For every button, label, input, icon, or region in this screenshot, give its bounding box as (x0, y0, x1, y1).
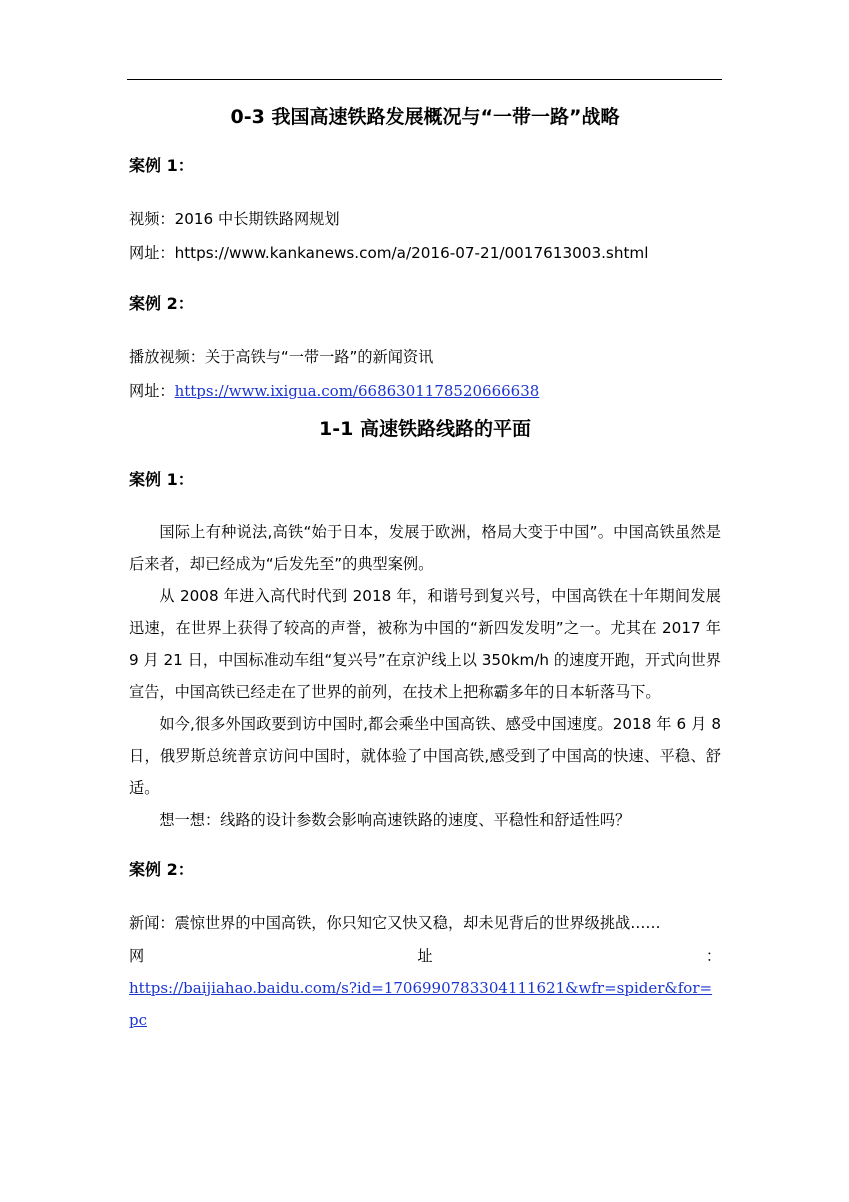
paragraph: 从 2008 年进入高代时代到 2018 年，和谐号到复兴号，中国高铁在十年期间发展迅速，在世界上获得了较高的声誉，被称为中国的“新四发发明”之一。尤其在 2017 年 9 月 21 日，中国标准动车组“复兴号”在京沪线上以 350km/h 的速度开跑，开式向世界宣告，中国高铁已经走在了世界的前列，在技术上把称霸多年的日本斩落马下。 (129, 587, 721, 701)
ixigua-link[interactable]: https://www.ixigua.com/6686301178520666638 (174, 382, 540, 400)
paragraph: 如今,很多外国政要到访中国时,都会乘坐中国高铁、感受中国速度。2018 年 6 月 8 日，俄罗斯总统普京访问中国时，就体验了中国高铁,感受到了中国高的快速、平稳、舒适。 (129, 715, 721, 797)
case-1-heading: 案例 1： (129, 156, 194, 175)
url-label-char: 址 (417, 947, 433, 965)
case-2-heading: 案例 2： (129, 860, 194, 879)
video-line: 视频：2016 中长期铁路网规划 (129, 210, 340, 228)
paragraph: 想一想：线路的设计参数会影响高速铁路的速度、平稳性和舒适性吗？ (159, 811, 631, 829)
video-line: 播放视频：关于高铁与“一带一路”的新闻资讯 (129, 348, 434, 366)
baijiahao-link[interactable]: https://baijiahao.baidu.com/s?id=1706990783304111621&wfr=spider&for=pc (129, 979, 713, 1029)
document-body (129, 96, 721, 1036)
paragraph: 国际上有种说法,高铁“始于日本，发展于欧洲，格局大变于中国”。中国高铁虽然是后来者，却已经成为“后发先至”的典型案例。 (129, 523, 721, 573)
url-label: 网址： (129, 244, 175, 262)
url-label-char: ： (705, 947, 721, 965)
url-label-spread (129, 940, 721, 972)
section-title-1-1: 1-1 高速铁路线路的平面 (319, 418, 531, 440)
baidu-url-line (129, 972, 721, 1036)
kankanews-url[interactable]: https://www.kankanews.com/a/2016-07-21/0017613003.shtml (174, 244, 649, 262)
url-label-char: 网 (129, 947, 145, 965)
header-rule (127, 79, 722, 80)
url-label: 网址： (129, 382, 175, 400)
news-line: 新闻：震惊世界的中国高铁，你只知它又快又稳，却未见背后的世界级挑战…… (129, 914, 661, 932)
section-title-0-3: 0-3 我国高速铁路发展概况与“一带一路”战略 (230, 106, 620, 128)
case-1-heading: 案例 1： (129, 470, 194, 489)
url-line (129, 374, 721, 408)
url-line (129, 236, 721, 270)
case-2-heading: 案例 2： (129, 294, 194, 313)
